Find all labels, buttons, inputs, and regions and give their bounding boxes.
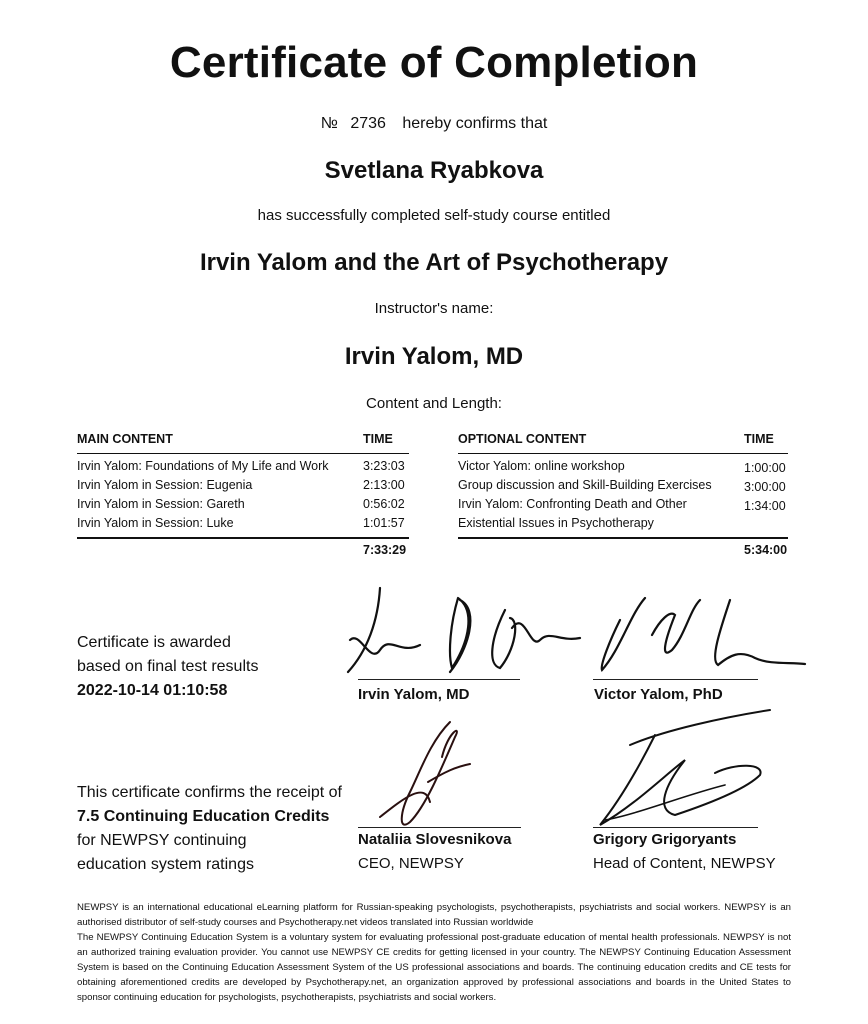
completed-text: has successfully completed self-study course entitled xyxy=(257,207,611,224)
signatory-name: Grigory Grigoryants xyxy=(593,831,737,848)
nataliia-slovesnikova-signature-image xyxy=(370,712,480,842)
table-row-name-continued: Existential Issues in Psychotherapy xyxy=(458,516,654,530)
table-row-time: 3:00:00 xyxy=(744,480,786,494)
irvin-yalom-signature-image xyxy=(340,580,590,680)
certificate-number-line xyxy=(0,115,868,133)
content-label: Content and Length: xyxy=(366,395,502,412)
table-row-time: 1:00:00 xyxy=(744,461,786,475)
award-line-2: based on final test results xyxy=(77,658,259,675)
credits-line-3: for NEWPSY continuing xyxy=(77,832,247,849)
table-row-time: 1:01:57 xyxy=(363,516,405,530)
award-line-1: Certificate is awarded xyxy=(77,634,231,651)
signatory-role: CEO, NEWPSY xyxy=(358,855,464,872)
table-row-name: Irvin Yalom in Session: Gareth xyxy=(77,497,245,511)
signatory-name: Irvin Yalom, MD xyxy=(358,686,470,703)
footer-paragraph-1: NEWPSY is an international educational eLearning platform for Russian-speaking psychologists, psychotherapists, psychiatrists and social workers. NEWPSY is an authorised distributor of self-study courses and Psychotherapy.net videos translated into Russian worldwide xyxy=(77,902,791,928)
footer-disclaimer xyxy=(77,900,791,1005)
main-total-rule xyxy=(77,537,409,539)
main-total: 7:33:29 xyxy=(363,543,407,557)
credits-line-4: education system ratings xyxy=(77,856,254,873)
table-row-name: Victor Yalom: online workshop xyxy=(458,459,625,473)
signature-line xyxy=(593,679,758,680)
main-content-table xyxy=(77,432,409,562)
footer-paragraph-2: The NEWPSY Continuing Education System is a voluntary system for evaluating professional post-graduate education of mental health professionals. NEWPSY is not an authorized training evaluation provider. You cannot use NEWPSY CE credits for getting licensed in your country. The NEWPSY Continuing Education Assessment System is based on the Continuing Education Assessment System of the US professional associations and boards. The continuing education credits and CE tests for obtaining aforementioned credits are developed by Psychotherapy.net, an organization approved by professional associations and boards in the United States to sponsor continuing education for psychologists, psychotherapists, psychiatrists and social workers. xyxy=(77,932,791,1003)
signatory-name: Nataliia Slovesnikova xyxy=(358,831,512,848)
victor-yalom-signature-image xyxy=(590,590,810,680)
main-time-header: TIME xyxy=(363,432,393,446)
credits-amount: 7.5 Continuing Education Credits xyxy=(77,808,330,825)
signature-line xyxy=(358,827,521,828)
certificate-title: Certificate of Completion xyxy=(169,38,699,87)
table-row-name: Irvin Yalom in Session: Eugenia xyxy=(77,478,253,492)
optional-header-rule xyxy=(458,453,788,454)
number-sign: № xyxy=(320,115,338,132)
instructor-name: Irvin Yalom, MD xyxy=(344,343,524,370)
optional-content-table xyxy=(458,432,788,562)
optional-total-rule xyxy=(458,537,788,539)
award-text xyxy=(77,631,258,703)
table-row-name: Irvin Yalom: Foundations of My Life and Work xyxy=(77,459,329,473)
credits-text xyxy=(77,781,342,877)
instructor-label: Instructor's name: xyxy=(374,300,494,317)
table-row-name: Irvin Yalom in Session: Luke xyxy=(77,516,234,530)
signature-line xyxy=(593,827,758,828)
course-title: Irvin Yalom and the Art of Psychotherapy xyxy=(199,249,669,276)
credits-line-1: This certificate confirms the receipt of xyxy=(77,784,342,801)
table-row-name: Irvin Yalom: Confronting Death and Other xyxy=(458,497,687,511)
table-row-time: 1:34:00 xyxy=(744,499,786,513)
signature-line xyxy=(358,679,520,680)
table-row-time: 0:56:02 xyxy=(363,497,405,511)
table-row-time: 3:23:03 xyxy=(363,459,405,473)
recipient-name: Svetlana Ryabkova xyxy=(324,157,544,184)
grigory-grigoryants-signature-image xyxy=(595,705,775,835)
optional-time-header: TIME xyxy=(744,432,774,446)
confirms-text: hereby confirms that xyxy=(402,115,548,132)
award-datetime: 2022-10-14 01:10:58 xyxy=(77,682,228,699)
main-header-rule xyxy=(77,453,409,454)
signatory-role: Head of Content, NEWPSY xyxy=(593,855,776,872)
optional-content-header: OPTIONAL CONTENT xyxy=(458,432,587,446)
table-row-name: Group discussion and Skill-Building Exercises xyxy=(458,478,712,492)
optional-total: 5:34:00 xyxy=(744,543,788,557)
table-row-time: 2:13:00 xyxy=(363,478,405,492)
signatory-name: Victor Yalom, PhD xyxy=(594,686,723,703)
certificate-number: 2736 xyxy=(350,115,386,132)
main-content-header: MAIN CONTENT xyxy=(77,432,173,446)
